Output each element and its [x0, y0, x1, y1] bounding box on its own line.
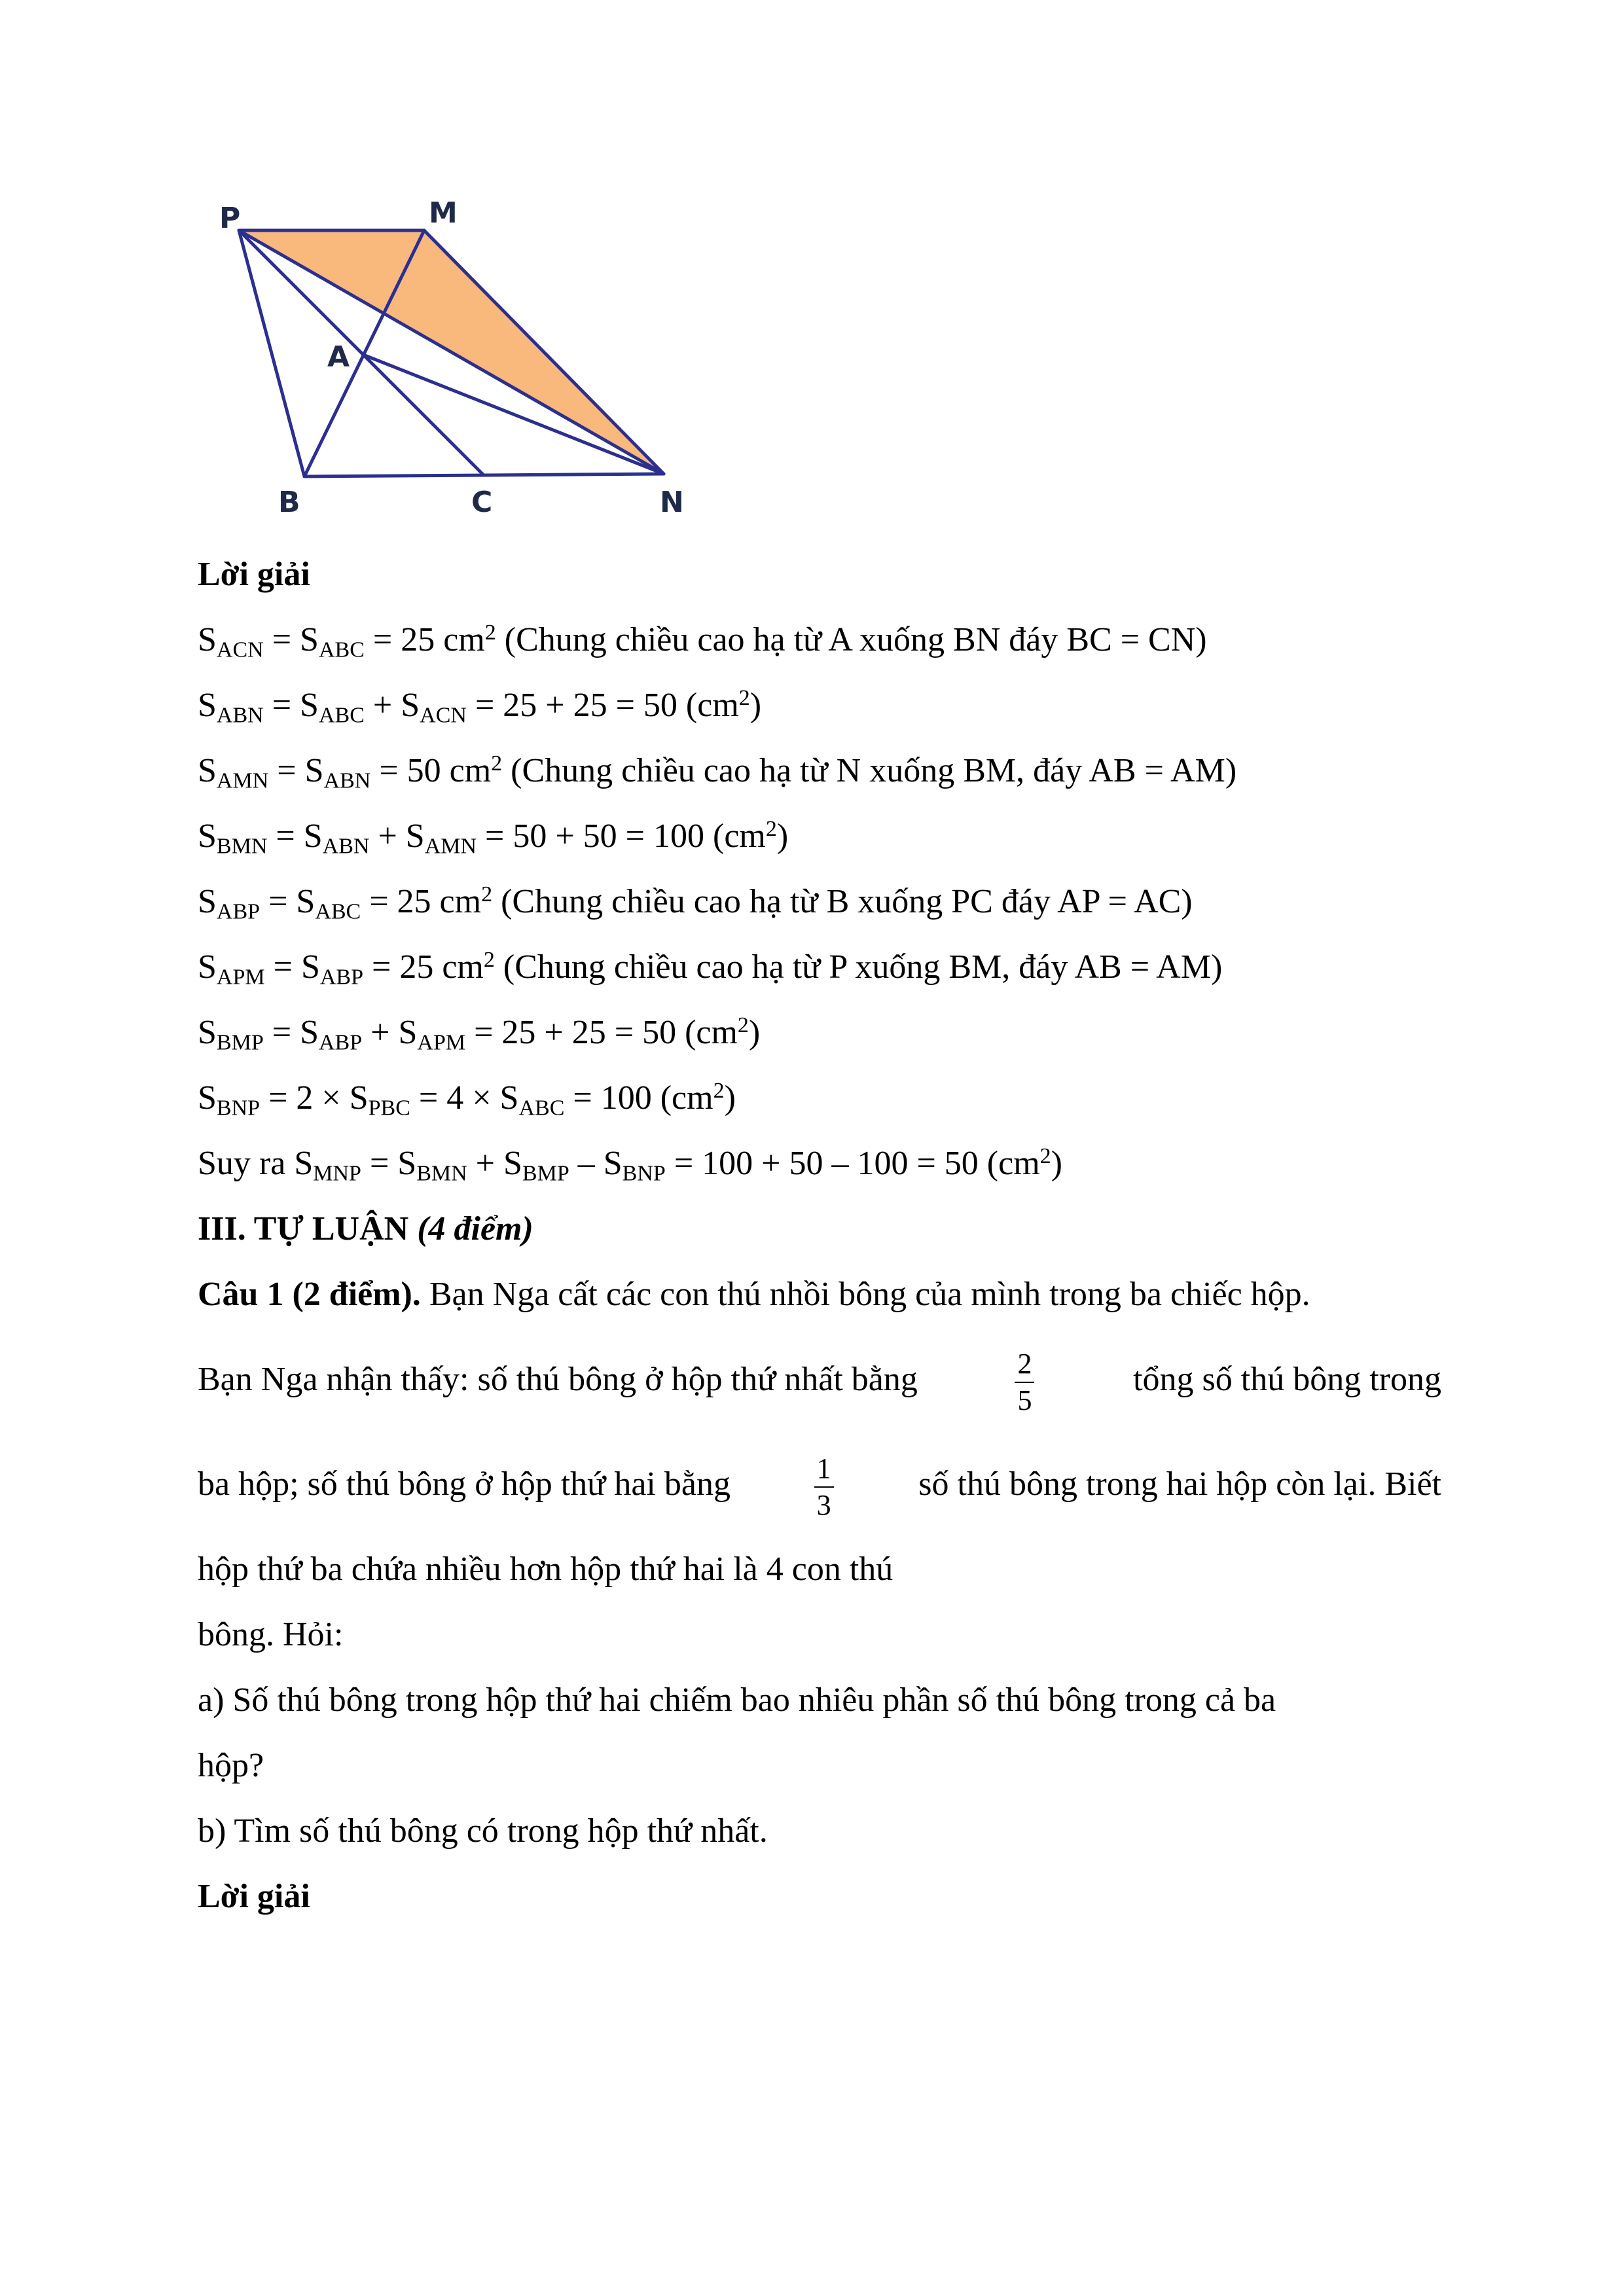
solution-line-6: $S_{APM} = S_{ABP} = 25$ $cm^2$ (Chung chiều cao hạ từ P xuống BM, đáy AB = AM) — [198, 948, 1223, 990]
superscript: 2 — [737, 1013, 749, 1037]
text: ) — [749, 687, 762, 724]
text: (Chung chiều cao hạ từ P xuống BM, đáy AB = AM) — [494, 948, 1223, 986]
text: ) — [1051, 1145, 1062, 1182]
solution-line-4: $S_{BMN} = S_{ABN} + S_{AMN} = 50 + 50 = 100$ $(cm^2)$ — [198, 817, 789, 859]
superscript: 2 — [738, 686, 750, 710]
solution-line-5: $S_{ABP} = S_{ABC} = 25$ $cm^2$ (Chung chiều cao hạ từ B xuống PC đáy AP = AC) — [198, 882, 1193, 924]
subscript: ACN — [420, 703, 467, 728]
question-1-part-b: b) Tìm số thú bông có trong hộp thứ nhất. — [198, 1812, 768, 1850]
subscript: BMP — [522, 1161, 569, 1186]
text: III. TỰ LUẬN — [198, 1210, 418, 1247]
text: ) — [748, 1014, 761, 1051]
subscript: AMN — [216, 768, 269, 793]
subscript: APM — [216, 965, 265, 990]
text: ) — [776, 817, 789, 855]
subscript: APM — [417, 1030, 466, 1055]
text: (Chung chiều cao hạ từ B xuống PC đáy AP = AC) — [492, 883, 1193, 920]
text: ) — [724, 1079, 736, 1117]
text: (Chung chiều cao hạ từ N xuống BM, đáy AB = AM) — [502, 752, 1237, 789]
subscript: BNP — [216, 1096, 261, 1121]
question-1-line-1 — [198, 1262, 1441, 1327]
text: số thú bông trong hai hộp còn lại. Biết — [918, 1465, 1441, 1503]
subscript: BMN — [416, 1161, 467, 1186]
question-1-line-3 — [198, 1432, 1441, 1537]
superscript: 2 — [481, 882, 493, 906]
text: = 4 × S — [410, 1079, 519, 1117]
document-body — [198, 542, 1441, 1929]
point-label-m: M — [429, 196, 458, 230]
question-1-part-a: a) Số thú bông trong hộp thứ hai chiếm bao nhiêu phần số thú bông trong cả ba — [198, 1681, 1276, 1719]
denominator: 5 — [1017, 1384, 1032, 1416]
point-label-p: P — [219, 202, 241, 235]
point-label-b: B — [278, 486, 300, 519]
fraction-one-third — [814, 1451, 834, 1523]
geometry-diagram — [196, 190, 707, 530]
text: Bạn Nga cất các con thú nhồi bông của mình trong ba chiếc hộp. — [420, 1276, 1310, 1313]
denominator: 3 — [816, 1489, 831, 1521]
text: Suy ra S — [198, 1145, 314, 1182]
text: = 25 + 25 = 50 (cm — [466, 687, 739, 724]
subscript: ABC — [318, 703, 365, 728]
subscript: BNP — [622, 1161, 666, 1186]
superscript: 2 — [484, 620, 496, 645]
numerator: 1 — [814, 1451, 834, 1488]
geometry-figure — [196, 190, 707, 530]
subscript: MNP — [313, 1161, 361, 1186]
text: = 100 + 50 – 100 = 50 (cm — [665, 1145, 1040, 1182]
solution-line-7: $S_{BMP} = S_{ABP} + S_{APM} = 25 + 25 = 50$ $(cm^2)$ — [198, 1013, 761, 1055]
superscript: 2 — [713, 1079, 725, 1103]
fraction-two-fifths — [1015, 1346, 1034, 1418]
section-title — [198, 1196, 1441, 1262]
subscript: BMN — [216, 834, 268, 859]
text: = 25 cm — [361, 883, 482, 920]
numerator: 2 — [1015, 1346, 1034, 1383]
text: = 2 × S — [260, 1079, 369, 1117]
subscript: ABC — [315, 899, 361, 924]
point-label-a: A — [327, 340, 350, 374]
subscript: ABP — [319, 1030, 363, 1055]
solution-line-1: $S_{ACN} = S_{ABC} = 25$ $cm^2$ (Chung chiều cao hạ từ A xuống BN đáy BC = CN) — [198, 620, 1207, 662]
subscript: ABP — [216, 899, 261, 924]
question-1-line-2 — [198, 1327, 1441, 1432]
question-label: Câu 1 (2 điểm). — [198, 1276, 421, 1313]
text: = 25 cm — [364, 621, 485, 658]
subscript: ABP — [319, 965, 364, 990]
subscript: ABC — [518, 1096, 565, 1121]
question-1-line-5: bông. Hỏi: — [198, 1616, 344, 1653]
subscript: BMP — [216, 1030, 264, 1055]
subscript: AMN — [424, 834, 477, 859]
text: = 25 cm — [363, 948, 484, 986]
solution-2-heading: Lời giải — [198, 1878, 310, 1915]
subscript: ABN — [323, 768, 371, 793]
superscript: 2 — [765, 817, 777, 841]
text: = 50 + 50 = 100 (cm — [477, 817, 766, 855]
solution-line-8: $S_{BNP} = 2 \times S_{PBC} = 4 \times S_{ABC} = 100$ $(cm^2)$ — [198, 1079, 736, 1121]
subscript: ABC — [318, 637, 365, 662]
subscript: ABN — [216, 703, 264, 728]
solution-line-2: $S_{ABN} = S_{ABC} + S_{ACN} = 25 + 25 = 50$ $(cm^2)$ — [198, 686, 762, 728]
text: (Chung chiều cao hạ từ A xuống BN đáy BC = CN) — [496, 621, 1207, 658]
subscript: PBC — [368, 1096, 410, 1121]
point-label-n: N — [660, 486, 684, 519]
text: tổng số thú bông trong — [1133, 1361, 1441, 1398]
segment-pb — [239, 230, 304, 476]
superscript: 2 — [491, 751, 503, 776]
text: = 25 + 25 = 50 (cm — [465, 1014, 738, 1051]
text: = 100 (cm — [564, 1079, 713, 1117]
point-label-c: C — [471, 486, 493, 519]
solution-heading: Lời giải — [198, 556, 310, 593]
text: Bạn Nga nhận thấy: số thú bông ở hộp thứ nhất bằng — [198, 1361, 918, 1398]
question-1-part-a-cont: hộp? — [198, 1747, 264, 1784]
section-points: (4 điểm) — [417, 1210, 533, 1247]
text: ba hộp; số thú bông ở hộp thứ hai bằng — [198, 1465, 731, 1503]
solution-line-3: $S_{AMN} = S_{ABN} = 50$ $cm^2$ (Chung chiều cao hạ từ N xuống BM, đáy AB = AM) — [198, 751, 1237, 793]
text: = 50 cm — [370, 752, 492, 789]
question-1-line-4: hộp thứ ba chứa nhiều hơn hộp thứ hai là 4 con thú — [198, 1551, 893, 1588]
superscript: 2 — [483, 948, 495, 972]
superscript: 2 — [1039, 1144, 1051, 1168]
solution-line-9: Suy ra $S_{MNP} = S_{BMN} + S_{BMP} - S_{BNP} = 100 + 50 - 100 = 50$ $(cm^2)$ — [198, 1144, 1062, 1186]
subscript: ABN — [322, 834, 370, 859]
subscript: ACN — [216, 637, 264, 662]
